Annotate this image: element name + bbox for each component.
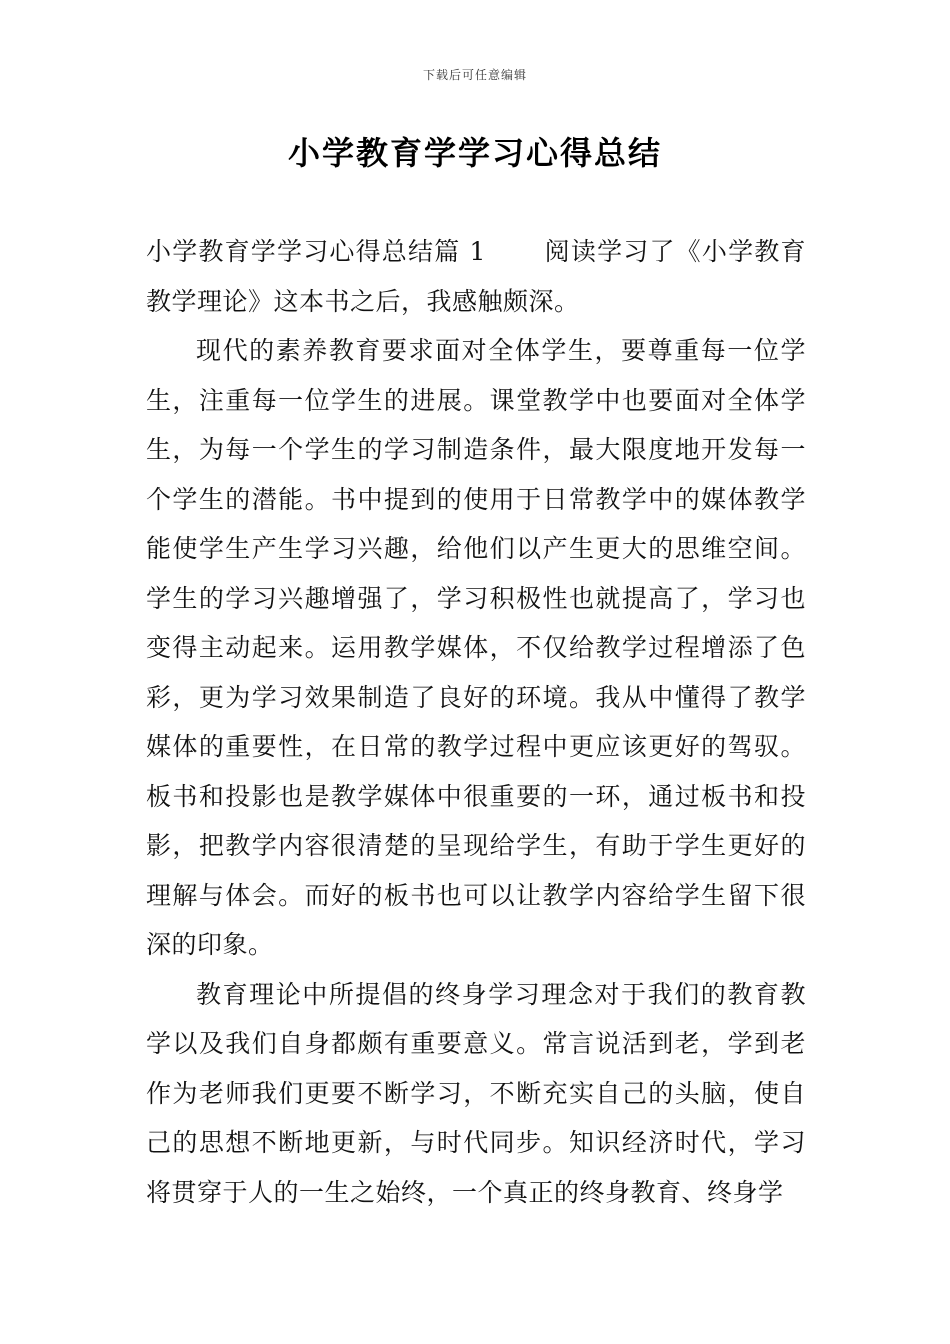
- paragraph-2: 现代的素养教育要求面对全体学生，要尊重每一位学生，注重每一位学生的进展。课堂教学中也要面对全体学生，为每一个学生的学习制造条件，最大限度地开发每一个学生的潜能。书中提到的使用于日常教学中的媒体教学能使学生产生学习兴趣，给他们以产生更大的思维空间。学生的学习兴趣增强了，学习积极性也就提高了，学习也变得主动起来。运用教学媒体，不仅给教学过程增添了色彩，更为学习效果制造了良好的环境。我从中懂得了教学媒体的重要性，在日常的教学过程中更应该更好的驾驭。板书和投影也是教学媒体中很重要的一环，通过板书和投影，把教学内容很清楚的呈现给学生，有助于学生更好的理解与体会。而好的板书也可以让教学内容给学生留下很深的印象。: [146, 336, 806, 959]
- section-heading: 小学教育学学习心得总结篇 1: [146, 237, 486, 266]
- document-body: [146, 227, 806, 1217]
- document-title: 小学教育学学习心得总结: [287, 134, 662, 172]
- intro-paragraph: [146, 227, 806, 326]
- page-header-note: 下载后可任意编辑: [422, 68, 527, 82]
- paragraph-1-text: 阅读学习了《小学教育教学理论》这本书之后，我感触颇深。: [146, 237, 806, 316]
- paragraph-3: 教育理论中所提倡的终身学习理念对于我们的教育教学以及我们自身都颇有重要意义。常言说活到老，学到老作为老师我们更要不断学习，不断充实自己的头脑，使自己的思想不断地更新，与时代同步。知识经济时代，学习将贯穿于人的一生之始终，一个真正的终身教育、终身学: [146, 979, 806, 1207]
